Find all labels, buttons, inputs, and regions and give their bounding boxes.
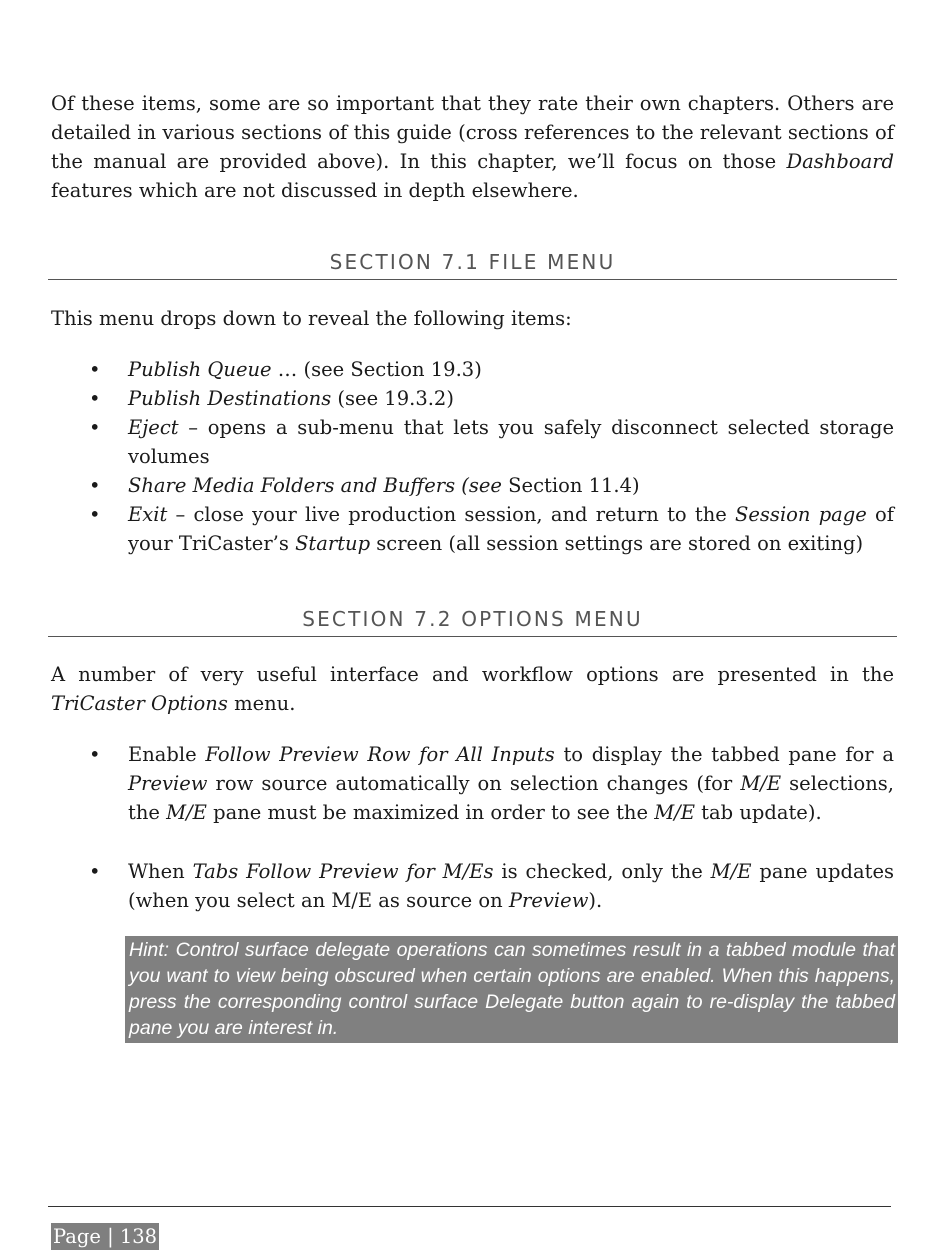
section-7-2-heading: SECTION 7.2 OPTIONS MENU: [48, 605, 897, 637]
bullet-icon: •: [89, 387, 101, 410]
bullet-icon: •: [89, 416, 101, 439]
list-item: • Publish Destinations (see 19.3.2): [51, 384, 894, 413]
bullet-icon: •: [89, 358, 101, 381]
list-item: • Eject – opens a sub-menu that lets you safely disconnect selected storage volumes: [51, 413, 894, 471]
footer-divider: [48, 1206, 891, 1207]
section-7-1-heading: SECTION 7.1 FILE MENU: [48, 248, 897, 280]
list-item: • When Tabs Follow Preview for M/Es is checked, only the M/E pane updates (when you select an M/E as source on Preview).: [51, 857, 894, 915]
bullet-icon: •: [89, 860, 101, 883]
file-menu-list: [51, 355, 894, 558]
list-item: • Publish Queue … (see Section 19.3): [51, 355, 894, 384]
hint-box: Hint: Control surface delegate operations can sometimes result in a tabbed module that you want to view being obscured when certain options are enabled. When this happens, press the corresponding control surface Delegate button again to re-display the tabbed pane you are interest in.: [125, 936, 898, 1043]
options-menu-list: [51, 740, 894, 915]
bullet-icon: •: [89, 474, 101, 497]
intro-paragraph: Of these items, some are so important that they rate their own chapters. Others are detailed in various sections of this guide (cross references to the relevant sections of the manual are provided above). In this chapter, we’ll focus on those Dashboard features which are not discussed in depth elsewhere.: [51, 92, 894, 202]
options-menu-lead: A number of very useful interface and workflow options are presented in the TriCaster Options menu.: [51, 663, 894, 715]
list-item: • Share Media Folders and Buffers (see Section 11.4): [51, 471, 894, 500]
file-menu-lead: This menu drops down to reveal the following items:: [51, 307, 572, 330]
page-number: Page | 138: [53, 1225, 158, 1248]
list-item: • Exit – close your live production session, and return to the Session page of your TriCaster’s Startup screen (all session settings are stored on exiting): [51, 500, 894, 558]
bullet-icon: •: [89, 743, 101, 766]
list-item: • Enable Follow Preview Row for All Inputs to display the tabbed pane for a Preview row source automatically on selection changes (for M/E selections, the M/E pane must be maximized in order to see the M/E tab update).: [51, 740, 894, 827]
list-spacer: [51, 827, 894, 857]
bullet-icon: •: [89, 503, 101, 526]
